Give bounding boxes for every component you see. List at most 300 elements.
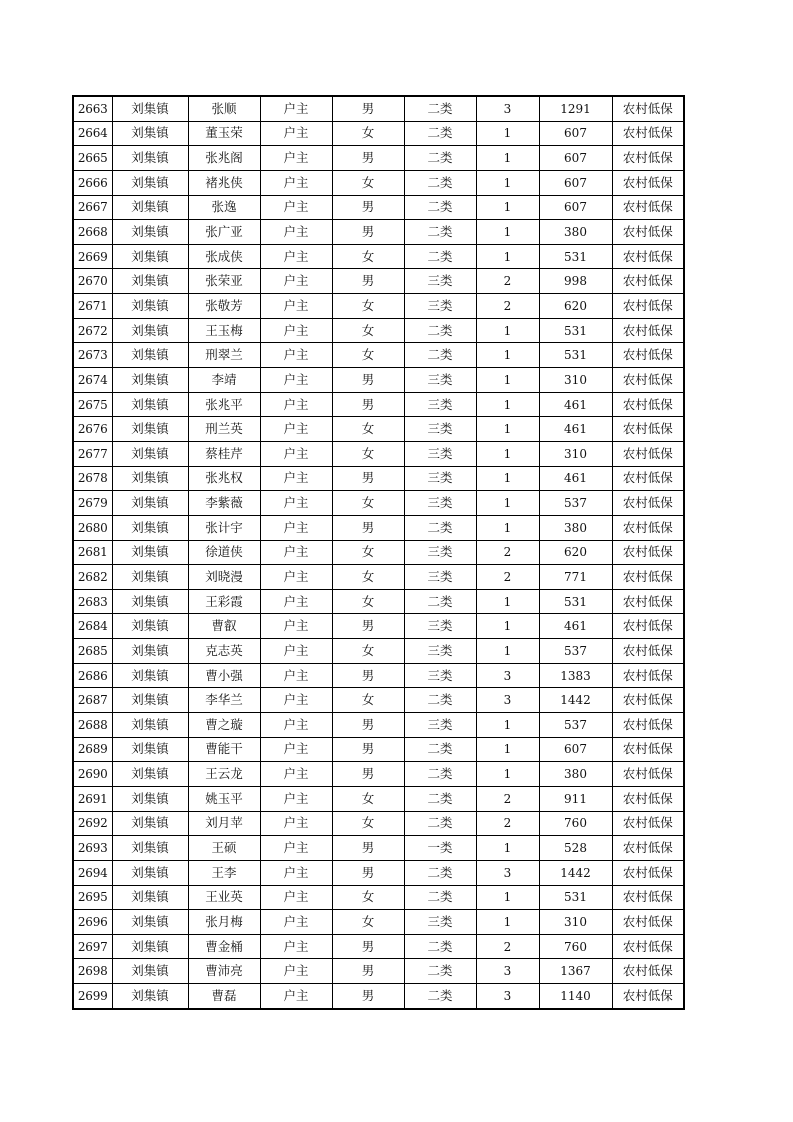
cell-name: 王硕	[188, 836, 260, 861]
cell-name: 刘晓漫	[188, 565, 260, 590]
table-row	[73, 984, 684, 1009]
cell-relation: 户主	[260, 910, 332, 935]
cell-name: 王李	[188, 860, 260, 885]
cell-relation: 户主	[260, 614, 332, 639]
cell-gender: 男	[332, 466, 404, 491]
cell-amount: 380	[539, 220, 612, 245]
cell-amount: 531	[539, 589, 612, 614]
cell-relation: 户主	[260, 515, 332, 540]
table-row	[73, 220, 684, 245]
cell-household-size: 1	[476, 368, 539, 393]
cell-record-number: 2676	[73, 417, 112, 442]
cell-town: 刘集镇	[112, 368, 188, 393]
cell-town: 刘集镇	[112, 392, 188, 417]
cell-record-number: 2687	[73, 688, 112, 713]
cell-record-number: 2663	[73, 96, 112, 121]
cell-record-number: 2677	[73, 441, 112, 466]
cell-name: 董玉荣	[188, 121, 260, 146]
cell-gender: 女	[332, 565, 404, 590]
cell-amount: 531	[539, 244, 612, 269]
cell-name: 张计宇	[188, 515, 260, 540]
cell-assistance-type: 农村低保	[612, 343, 684, 368]
cell-assistance-type: 农村低保	[612, 959, 684, 984]
cell-assistance-type: 农村低保	[612, 639, 684, 664]
cell-assistance-type: 农村低保	[612, 984, 684, 1009]
cell-name: 曹磊	[188, 984, 260, 1009]
cell-relation: 户主	[260, 318, 332, 343]
cell-town: 刘集镇	[112, 811, 188, 836]
cell-amount: 1442	[539, 860, 612, 885]
cell-household-size: 1	[476, 713, 539, 738]
cell-record-number: 2694	[73, 860, 112, 885]
table-row	[73, 195, 684, 220]
cell-category: 二类	[404, 934, 476, 959]
cell-category: 二类	[404, 343, 476, 368]
cell-name: 张敬芳	[188, 294, 260, 319]
cell-household-size: 1	[476, 343, 539, 368]
cell-name: 刘月苹	[188, 811, 260, 836]
cell-assistance-type: 农村低保	[612, 392, 684, 417]
cell-town: 刘集镇	[112, 318, 188, 343]
cell-relation: 户主	[260, 343, 332, 368]
table-row	[73, 170, 684, 195]
cell-household-size: 1	[476, 466, 539, 491]
cell-relation: 户主	[260, 540, 332, 565]
cell-gender: 女	[332, 244, 404, 269]
cell-relation: 户主	[260, 220, 332, 245]
cell-gender: 女	[332, 885, 404, 910]
cell-record-number: 2695	[73, 885, 112, 910]
cell-record-number: 2697	[73, 934, 112, 959]
cell-gender: 女	[332, 417, 404, 442]
cell-record-number: 2665	[73, 146, 112, 171]
table-row	[73, 885, 684, 910]
cell-name: 曹之璇	[188, 713, 260, 738]
cell-record-number: 2664	[73, 121, 112, 146]
cell-household-size: 1	[476, 910, 539, 935]
cell-name: 蔡桂芹	[188, 441, 260, 466]
cell-household-size: 3	[476, 860, 539, 885]
cell-town: 刘集镇	[112, 959, 188, 984]
cell-gender: 男	[332, 269, 404, 294]
table-row	[73, 441, 684, 466]
cell-assistance-type: 农村低保	[612, 589, 684, 614]
cell-gender: 女	[332, 170, 404, 195]
cell-gender: 男	[332, 984, 404, 1009]
cell-assistance-type: 农村低保	[612, 515, 684, 540]
cell-relation: 户主	[260, 737, 332, 762]
cell-record-number: 2674	[73, 368, 112, 393]
cell-town: 刘集镇	[112, 589, 188, 614]
cell-record-number: 2678	[73, 466, 112, 491]
cell-gender: 男	[332, 614, 404, 639]
cell-category: 三类	[404, 392, 476, 417]
cell-category: 三类	[404, 910, 476, 935]
cell-household-size: 1	[476, 491, 539, 516]
table-row	[73, 491, 684, 516]
cell-town: 刘集镇	[112, 984, 188, 1009]
cell-gender: 女	[332, 688, 404, 713]
table-row	[73, 639, 684, 664]
cell-relation: 户主	[260, 713, 332, 738]
table-row	[73, 860, 684, 885]
cell-amount: 620	[539, 540, 612, 565]
cell-assistance-type: 农村低保	[612, 146, 684, 171]
cell-gender: 男	[332, 663, 404, 688]
cell-amount: 760	[539, 934, 612, 959]
cell-name: 姚玉平	[188, 786, 260, 811]
cell-gender: 女	[332, 910, 404, 935]
cell-amount: 607	[539, 195, 612, 220]
cell-household-size: 2	[476, 786, 539, 811]
cell-household-size: 1	[476, 318, 539, 343]
cell-record-number: 2699	[73, 984, 112, 1009]
cell-record-number: 2682	[73, 565, 112, 590]
cell-name: 张顺	[188, 96, 260, 121]
cell-relation: 户主	[260, 392, 332, 417]
cell-gender: 男	[332, 737, 404, 762]
cell-gender: 女	[332, 540, 404, 565]
cell-town: 刘集镇	[112, 491, 188, 516]
cell-name: 张荣亚	[188, 269, 260, 294]
table-row	[73, 614, 684, 639]
cell-amount: 537	[539, 639, 612, 664]
cell-assistance-type: 农村低保	[612, 121, 684, 146]
table-row	[73, 786, 684, 811]
cell-category: 二类	[404, 220, 476, 245]
cell-assistance-type: 农村低保	[612, 836, 684, 861]
cell-category: 二类	[404, 170, 476, 195]
cell-town: 刘集镇	[112, 540, 188, 565]
cell-relation: 户主	[260, 959, 332, 984]
cell-relation: 户主	[260, 491, 332, 516]
cell-gender: 女	[332, 441, 404, 466]
cell-town: 刘集镇	[112, 713, 188, 738]
cell-record-number: 2672	[73, 318, 112, 343]
cell-relation: 户主	[260, 121, 332, 146]
cell-relation: 户主	[260, 639, 332, 664]
cell-assistance-type: 农村低保	[612, 786, 684, 811]
cell-name: 张成侠	[188, 244, 260, 269]
cell-town: 刘集镇	[112, 762, 188, 787]
cell-name: 曹金桶	[188, 934, 260, 959]
cell-name: 李华兰	[188, 688, 260, 713]
cell-record-number: 2666	[73, 170, 112, 195]
cell-town: 刘集镇	[112, 786, 188, 811]
cell-assistance-type: 农村低保	[612, 294, 684, 319]
table-row	[73, 244, 684, 269]
table-row	[73, 910, 684, 935]
cell-amount: 607	[539, 737, 612, 762]
cell-category: 三类	[404, 466, 476, 491]
cell-amount: 380	[539, 515, 612, 540]
cell-town: 刘集镇	[112, 343, 188, 368]
cell-amount: 607	[539, 146, 612, 171]
cell-category: 二类	[404, 515, 476, 540]
cell-amount: 998	[539, 269, 612, 294]
cell-household-size: 1	[476, 170, 539, 195]
cell-category: 三类	[404, 417, 476, 442]
cell-town: 刘集镇	[112, 417, 188, 442]
cell-amount: 1442	[539, 688, 612, 713]
cell-category: 二类	[404, 959, 476, 984]
cell-category: 二类	[404, 121, 476, 146]
cell-amount: 461	[539, 417, 612, 442]
cell-amount: 760	[539, 811, 612, 836]
cell-household-size: 1	[476, 836, 539, 861]
cell-gender: 男	[332, 762, 404, 787]
cell-amount: 1291	[539, 96, 612, 121]
cell-amount: 537	[539, 491, 612, 516]
cell-name: 曹沛亮	[188, 959, 260, 984]
cell-record-number: 2673	[73, 343, 112, 368]
cell-name: 王业英	[188, 885, 260, 910]
cell-relation: 户主	[260, 195, 332, 220]
cell-name: 刑兰英	[188, 417, 260, 442]
cell-name: 王彩霞	[188, 589, 260, 614]
cell-amount: 531	[539, 885, 612, 910]
cell-relation: 户主	[260, 368, 332, 393]
cell-record-number: 2671	[73, 294, 112, 319]
cell-relation: 户主	[260, 589, 332, 614]
cell-name: 克志英	[188, 639, 260, 664]
cell-town: 刘集镇	[112, 663, 188, 688]
cell-amount: 607	[539, 170, 612, 195]
cell-household-size: 2	[476, 934, 539, 959]
cell-town: 刘集镇	[112, 836, 188, 861]
table-row	[73, 713, 684, 738]
cell-gender: 男	[332, 713, 404, 738]
cell-town: 刘集镇	[112, 688, 188, 713]
cell-household-size: 1	[476, 639, 539, 664]
cell-town: 刘集镇	[112, 441, 188, 466]
cell-assistance-type: 农村低保	[612, 417, 684, 442]
cell-record-number: 2681	[73, 540, 112, 565]
cell-town: 刘集镇	[112, 269, 188, 294]
cell-household-size: 1	[476, 220, 539, 245]
table-row	[73, 121, 684, 146]
cell-record-number: 2679	[73, 491, 112, 516]
cell-gender: 男	[332, 959, 404, 984]
cell-assistance-type: 农村低保	[612, 688, 684, 713]
cell-relation: 户主	[260, 269, 332, 294]
cell-name: 曹小强	[188, 663, 260, 688]
cell-town: 刘集镇	[112, 885, 188, 910]
cell-assistance-type: 农村低保	[612, 195, 684, 220]
cell-household-size: 2	[476, 540, 539, 565]
table-row	[73, 540, 684, 565]
table-row	[73, 762, 684, 787]
cell-name: 张兆平	[188, 392, 260, 417]
cell-category: 二类	[404, 737, 476, 762]
cell-gender: 男	[332, 392, 404, 417]
cell-assistance-type: 农村低保	[612, 910, 684, 935]
cell-category: 三类	[404, 269, 476, 294]
cell-record-number: 2684	[73, 614, 112, 639]
cell-town: 刘集镇	[112, 170, 188, 195]
table-row	[73, 417, 684, 442]
cell-category: 二类	[404, 811, 476, 836]
cell-record-number: 2686	[73, 663, 112, 688]
cell-relation: 户主	[260, 860, 332, 885]
cell-name: 徐道侠	[188, 540, 260, 565]
cell-category: 二类	[404, 762, 476, 787]
cell-assistance-type: 农村低保	[612, 269, 684, 294]
cell-relation: 户主	[260, 146, 332, 171]
cell-category: 二类	[404, 589, 476, 614]
table-row	[73, 565, 684, 590]
cell-amount: 607	[539, 121, 612, 146]
table-row	[73, 688, 684, 713]
cell-name: 王玉梅	[188, 318, 260, 343]
cell-household-size: 1	[476, 195, 539, 220]
cell-household-size: 1	[476, 515, 539, 540]
cell-household-size: 2	[476, 294, 539, 319]
cell-amount: 620	[539, 294, 612, 319]
cell-amount: 310	[539, 441, 612, 466]
cell-assistance-type: 农村低保	[612, 737, 684, 762]
cell-household-size: 2	[476, 565, 539, 590]
cell-household-size: 1	[476, 244, 539, 269]
cell-category: 二类	[404, 885, 476, 910]
table-row	[73, 959, 684, 984]
cell-amount: 911	[539, 786, 612, 811]
table-row	[73, 836, 684, 861]
cell-relation: 户主	[260, 96, 332, 121]
cell-household-size: 3	[476, 663, 539, 688]
cell-assistance-type: 农村低保	[612, 540, 684, 565]
cell-relation: 户主	[260, 170, 332, 195]
cell-record-number: 2690	[73, 762, 112, 787]
cell-record-number: 2693	[73, 836, 112, 861]
cell-household-size: 3	[476, 984, 539, 1009]
cell-household-size: 3	[476, 96, 539, 121]
cell-household-size: 2	[476, 269, 539, 294]
table-row	[73, 466, 684, 491]
cell-category: 三类	[404, 368, 476, 393]
cell-name: 刑翠兰	[188, 343, 260, 368]
cell-household-size: 1	[476, 392, 539, 417]
roster-table-body	[73, 96, 684, 1009]
cell-town: 刘集镇	[112, 910, 188, 935]
cell-amount: 528	[539, 836, 612, 861]
cell-household-size: 1	[476, 614, 539, 639]
cell-name: 王云龙	[188, 762, 260, 787]
cell-gender: 女	[332, 589, 404, 614]
cell-town: 刘集镇	[112, 565, 188, 590]
cell-record-number: 2670	[73, 269, 112, 294]
cell-record-number: 2698	[73, 959, 112, 984]
cell-amount: 310	[539, 368, 612, 393]
cell-town: 刘集镇	[112, 96, 188, 121]
cell-town: 刘集镇	[112, 737, 188, 762]
cell-town: 刘集镇	[112, 614, 188, 639]
cell-gender: 女	[332, 786, 404, 811]
cell-relation: 户主	[260, 294, 332, 319]
cell-name: 李靖	[188, 368, 260, 393]
cell-category: 三类	[404, 441, 476, 466]
roster-table	[72, 95, 685, 1010]
cell-record-number: 2692	[73, 811, 112, 836]
table-row	[73, 392, 684, 417]
cell-household-size: 1	[476, 417, 539, 442]
cell-record-number: 2675	[73, 392, 112, 417]
cell-assistance-type: 农村低保	[612, 244, 684, 269]
cell-gender: 男	[332, 836, 404, 861]
cell-amount: 461	[539, 466, 612, 491]
cell-category: 三类	[404, 614, 476, 639]
table-row	[73, 146, 684, 171]
cell-gender: 男	[332, 146, 404, 171]
cell-town: 刘集镇	[112, 860, 188, 885]
cell-category: 三类	[404, 639, 476, 664]
cell-relation: 户主	[260, 466, 332, 491]
cell-category: 三类	[404, 713, 476, 738]
cell-category: 二类	[404, 244, 476, 269]
cell-household-size: 3	[476, 688, 539, 713]
cell-household-size: 1	[476, 121, 539, 146]
cell-gender: 女	[332, 318, 404, 343]
cell-record-number: 2669	[73, 244, 112, 269]
table-row	[73, 343, 684, 368]
cell-category: 三类	[404, 565, 476, 590]
table-row	[73, 269, 684, 294]
cell-name: 褚兆侠	[188, 170, 260, 195]
cell-assistance-type: 农村低保	[612, 220, 684, 245]
cell-relation: 户主	[260, 688, 332, 713]
table-row	[73, 934, 684, 959]
cell-town: 刘集镇	[112, 515, 188, 540]
cell-record-number: 2696	[73, 910, 112, 935]
cell-gender: 男	[332, 515, 404, 540]
cell-category: 三类	[404, 294, 476, 319]
cell-category: 二类	[404, 860, 476, 885]
cell-gender: 男	[332, 96, 404, 121]
cell-gender: 女	[332, 639, 404, 664]
cell-relation: 户主	[260, 244, 332, 269]
cell-amount: 380	[539, 762, 612, 787]
cell-category: 三类	[404, 491, 476, 516]
table-row	[73, 737, 684, 762]
cell-assistance-type: 农村低保	[612, 318, 684, 343]
cell-category: 二类	[404, 688, 476, 713]
cell-town: 刘集镇	[112, 639, 188, 664]
cell-record-number: 2691	[73, 786, 112, 811]
cell-town: 刘集镇	[112, 220, 188, 245]
cell-household-size: 1	[476, 441, 539, 466]
cell-town: 刘集镇	[112, 195, 188, 220]
cell-gender: 男	[332, 195, 404, 220]
cell-relation: 户主	[260, 811, 332, 836]
cell-town: 刘集镇	[112, 466, 188, 491]
cell-household-size: 1	[476, 737, 539, 762]
cell-amount: 531	[539, 318, 612, 343]
cell-household-size: 1	[476, 885, 539, 910]
cell-category: 三类	[404, 663, 476, 688]
cell-gender: 男	[332, 934, 404, 959]
cell-record-number: 2680	[73, 515, 112, 540]
cell-name: 张兆阁	[188, 146, 260, 171]
table-row	[73, 589, 684, 614]
cell-assistance-type: 农村低保	[612, 96, 684, 121]
cell-relation: 户主	[260, 984, 332, 1009]
cell-household-size: 1	[476, 589, 539, 614]
cell-record-number: 2667	[73, 195, 112, 220]
cell-town: 刘集镇	[112, 146, 188, 171]
cell-household-size: 1	[476, 762, 539, 787]
cell-name: 张月梅	[188, 910, 260, 935]
cell-category: 二类	[404, 96, 476, 121]
